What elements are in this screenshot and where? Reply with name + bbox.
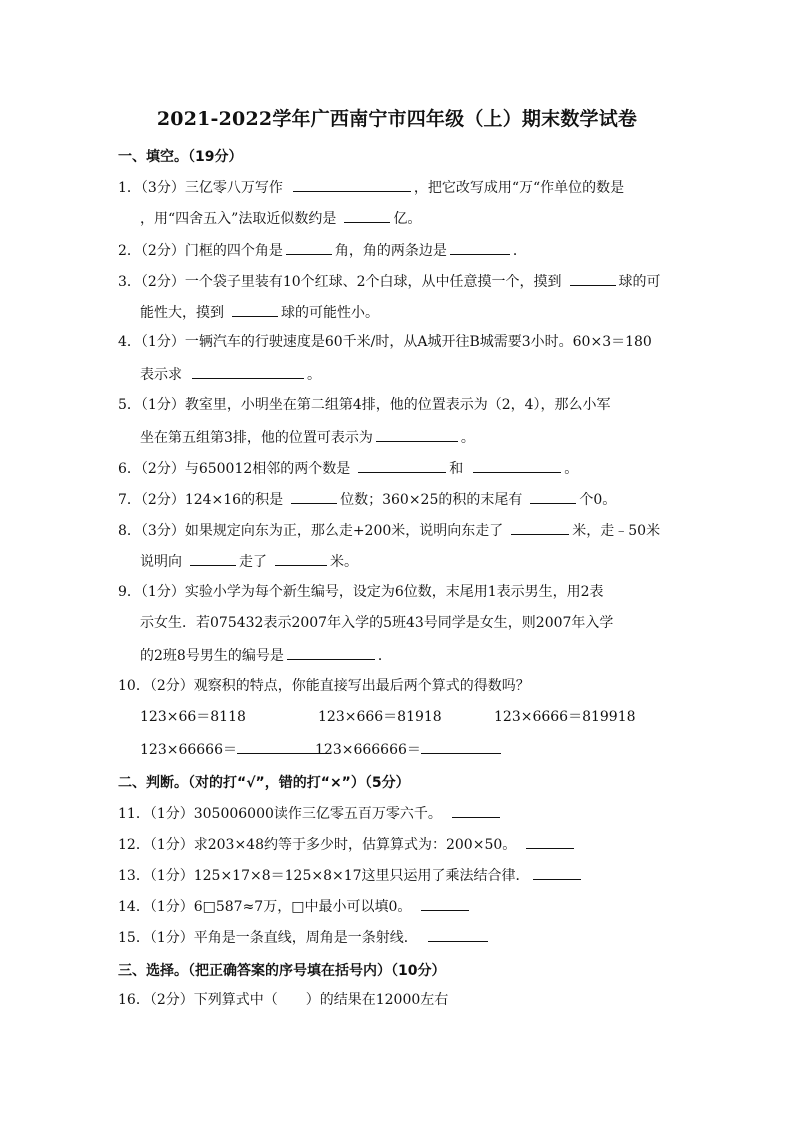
question-8-cont: 说明向 走了 米。 bbox=[140, 551, 358, 571]
question-16: 16．（2分）下列算式中（ ）的结果在12000左右 bbox=[118, 992, 449, 1008]
question-5: 5．（1分）教室里，小明坐在第二组第4排，他的位置表示为（2，4），那么小军 bbox=[118, 397, 611, 413]
answer-blank[interactable] bbox=[287, 645, 375, 660]
answer-blank[interactable] bbox=[570, 271, 616, 286]
answer-blank[interactable] bbox=[275, 551, 327, 566]
section-judge: 二、判断。（对的打“√”，错的打“×”）（5分） bbox=[118, 775, 410, 791]
question-6: 6．（2分）与650012相邻的两个数是 和 。 bbox=[118, 458, 578, 478]
question-15: 15．（1分）平角是一条直线，周角是一条射线． bbox=[118, 927, 491, 947]
question-14: 14．（1分）6□587≈7万，□中最小可以填0。 bbox=[118, 896, 472, 916]
answer-blank[interactable] bbox=[421, 739, 501, 754]
answer-blank[interactable] bbox=[533, 865, 581, 880]
answer-blank[interactable] bbox=[530, 489, 576, 504]
question-10: 10．（2分）观察积的特点，你能直接写出最后两个算式的得数吗？ bbox=[118, 678, 530, 694]
answer-blank[interactable] bbox=[286, 240, 332, 255]
question-13: 13．（1分）125×17×8＝125×8×17这里只运用了乘法结合律． bbox=[118, 865, 584, 885]
question-3-cont: 能性大，摸到 球的可能性小。 bbox=[140, 302, 379, 322]
equation-4: 123×66666＝ bbox=[140, 739, 328, 759]
question-2: 2．（2分）门框的四个角是 角，角的两条边是 ． bbox=[118, 240, 527, 260]
question-9: 9．（1分）实验小学为每个新生编号，设定为6位数，末尾用1表示男生，用2表 bbox=[118, 584, 604, 600]
answer-blank[interactable] bbox=[358, 458, 446, 473]
equation-2: 123×666＝81918 bbox=[318, 709, 442, 725]
answer-blank[interactable] bbox=[421, 896, 469, 911]
answer-blank[interactable] bbox=[452, 803, 500, 818]
question-4: 4．（1分）一辆汽车的行驶速度是60千米/时，从A城开往B城需要3小时。60×3＝180 bbox=[118, 334, 652, 350]
question-4-cont: 表示求 。 bbox=[140, 364, 321, 384]
question-11: 11．（1分）305006000读作三亿零五百万零六千。 bbox=[118, 803, 503, 823]
answer-blank[interactable] bbox=[511, 520, 569, 535]
answer-blank[interactable] bbox=[291, 489, 337, 504]
question-9-cont-2: 的2班8号男生的编号是 ． bbox=[140, 645, 392, 665]
section-fill-in: 一、填空。（19分） bbox=[118, 149, 243, 165]
answer-blank[interactable] bbox=[190, 551, 236, 566]
question-7: 7．（2分）124×16的积是 位数；360×25的积的末尾有 个0。 bbox=[118, 489, 616, 509]
answer-blank[interactable] bbox=[344, 208, 390, 223]
equation-5: 123×666666＝ bbox=[315, 739, 504, 759]
answer-blank[interactable] bbox=[192, 364, 304, 379]
answer-blank[interactable] bbox=[473, 458, 561, 473]
question-3: 3．（2分）一个袋子里装有10个红球、2个白球，从中任意摸一个，摸到 球的可 bbox=[118, 271, 661, 291]
question-1-cont: ，用“四舍五入”法取近似数约是 亿。 bbox=[140, 208, 421, 228]
answer-blank[interactable] bbox=[232, 302, 278, 317]
answer-blank[interactable] bbox=[376, 427, 458, 442]
equation-3: 123×6666＝819918 bbox=[494, 709, 636, 725]
equation-1: 123×66＝8118 bbox=[140, 709, 246, 725]
answer-blank[interactable] bbox=[450, 240, 510, 255]
question-12: 12．（1分）求203×48约等于多少时，估算算式为：200×50。 bbox=[118, 834, 577, 854]
question-5-cont: 坐在第五组第3排，他的位置可表示为 。 bbox=[140, 427, 475, 447]
question-1: 1．（3分）三亿零八万写作 ，把它改写成用“万“作单位的数是 bbox=[118, 177, 624, 197]
question-9-cont-1: 示女生．若075432表示2007年入学的5班43号同学是女生，则2007年入学 bbox=[140, 615, 614, 631]
section-choice: 三、选择。（把正确答案的序号填在括号内）（10分） bbox=[118, 963, 446, 979]
answer-blank[interactable] bbox=[526, 834, 574, 849]
page-title: 2021-2022学年广西南宁市四年级（上）期末数学试卷 bbox=[156, 108, 638, 130]
question-8: 8．（3分）如果规定向东为正，那么走+200米，说明向东走了 米，走﹣50米 bbox=[118, 520, 660, 540]
answer-blank[interactable] bbox=[237, 739, 325, 754]
answer-blank[interactable] bbox=[428, 927, 488, 942]
answer-blank[interactable] bbox=[293, 177, 411, 192]
